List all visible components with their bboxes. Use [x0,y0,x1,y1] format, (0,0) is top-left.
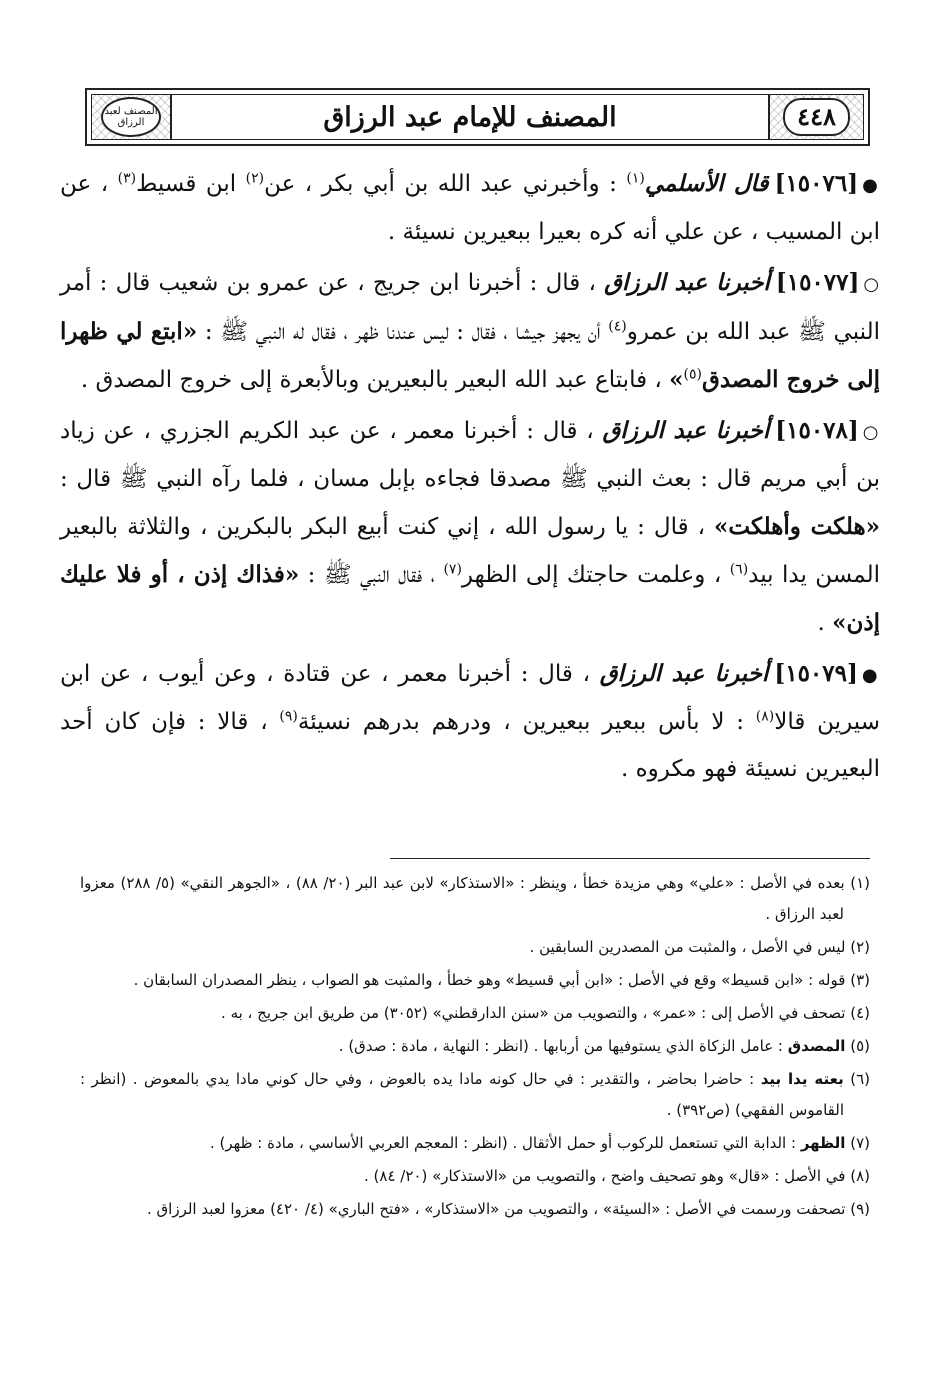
entry-text: ، قال : أخبرنا ابن جريج ، عن عمرو بن شعيب قال : أمر النبي ﷺ عبد الله بن عمرو [60,270,880,345]
hadith-entry-15078 [60,407,880,647]
publisher-seal-icon: المصنف لعبد الرزاق [101,97,161,137]
entry-text: . [817,610,833,636]
footnote-text: : حاضرا بحاضر ، والتقدير : في حال كونه مادا يده بالعوض ، وفي حال كوني مادا يدي بالمعوض . (انظر : القاموس الفقهي) (ص٣٩٢) . [80,1070,844,1119]
footnote-ref: (٢) [245,170,265,187]
entry-text: ، وعلمت حاجتك إلى الظهر [461,562,730,588]
entry-text: ، قال : يا رسول الله ، إني كنت أبيع البكر بالبكرين ، والثلاثة بالبعير المسن يدا بيد [60,514,881,588]
footnote-2 [80,932,870,963]
entry-reporter: أخبرنا عبد الرزاق [599,660,769,687]
entry-number: [١٥٠٧٦] [774,170,859,197]
page-number: ٤٤٨ [783,98,850,136]
footnote-text: : عامل الزكاة الذي يستوفيها من أربابها . (انظر : النهاية ، مادة : صدق) . [338,1037,788,1055]
header-ornament [92,95,172,139]
page-header [85,88,870,146]
entry-marker-filled-icon: ● [862,175,880,196]
footnote-ref: (٧) [443,561,462,578]
footnote-6 [80,1064,870,1126]
footnote-number: (٦) [850,1070,870,1088]
entry-text: ، قال : أخبرنا معمر ، عن عبد الكريم الجزري ، عن زياد بن أبي مريم قال : بعث النبي ﷺ مصدقا فجاءه بإبل مسان ، فلما رآه النبي ﷺ قال : [60,418,880,492]
footnote-ref: (١) [626,170,645,187]
entry-number: [١٥٠٧٩] [774,660,858,687]
footnote-ref: (٦) [729,561,749,578]
footnote-term: المصدق [787,1037,846,1055]
footnote-text: تصحفت ورسمت في الأصل : «السيئة» ، والتصويب من «الاستذكار» ، «فتح الباري» (٤/ ٤٢٠) معزوا لعبد الرزاق . [147,1200,846,1218]
header-frame [91,94,864,140]
footnote-text: تصحف في الأصل إلى : «عمر» ، والتصويب من «سنن الدارقطني» (٣٠٥٢) من طريق ابن جريج ، به . [221,1004,846,1022]
entry-text: ، عن ابن المسيب ، عن علي أنه كره بعيرا ببعيرين نسيئة . [60,171,880,245]
footnote-ref: (٩) [279,708,298,725]
footnote-text: قوله : «ابن قسيط» وقع في الأصل : «ابن أبي قسيط» وهو خطأ ، والمثبت هو الصواب ، ينظر المصدران السابقان . [133,971,846,989]
entry-marker-hollow-icon: ○ [862,422,880,443]
entry-reporter: أخبرنا عبد الرزاق [602,417,770,444]
footnote-number: (٤) [850,1004,870,1022]
entry-text: ، قال : أخبرنا معمر ، عن قتادة ، وعن أيوب ، عن ابن سيرين قالا [60,661,880,735]
footnote-number: (٥) [850,1037,870,1055]
hadith-entry-15077 [60,259,880,404]
footnote-number: (٨) [850,1167,870,1185]
entry-text: ، فابتاع عبد الله البعير بالبعيرين وبالأبعرة إلى خروج المصدق . [80,367,670,393]
footnote-ref: (٤) [608,318,627,335]
entry-marker-filled-icon: ● [861,665,880,686]
footnote-term: الظهر [800,1134,846,1152]
footnote-term: بعته يدا بيد [760,1070,844,1088]
prophetic-quote: «هلكت وأهلكت» [714,513,880,540]
footnote-4 [80,998,870,1029]
book-title: المصنف للإمام عبد الرزاق [323,101,617,133]
footnote-number: (٩) [850,1200,870,1218]
entry-number: [١٥٠٧٨] [775,417,859,444]
footnote-text: بعده في الأصل : «علي» وهي مزيدة خطأ ، وينظر : «الاستذكار» لابن عبد البر (٢٠/ ٨٨) ، «الجوهر النقي» (٥/ ٢٨٨) معزوا لعبد الرزاق . [80,874,845,923]
hadith-entry-15079 [60,650,880,793]
footnote-8 [80,1161,870,1192]
main-text [60,160,880,796]
entry-reporter: قال الأسلمي [644,170,769,197]
footnote-number: (٢) [850,938,870,956]
page-number-panel [768,95,863,139]
entry-text: أن يجهز جيشا ، فقال : ليس عندنا ظهر ، فقال له النبي ﷺ : [197,319,609,345]
footnote-3 [80,965,870,996]
entry-text: : وأخبرني عبد الله بن أبي بكر ، عن [264,171,627,197]
footnote-ref: (٣) [117,170,137,187]
quote-close: » [669,366,684,393]
footnote-text: : الدابة التي تستعمل للركوب أو حمل الأثقال . (انظر : المعجم العربي الأساسي ، مادة : ظهر) . [210,1134,801,1152]
footnote-ref: (٥) [683,366,702,383]
footnote-number: (٣) [850,971,870,989]
entry-marker-hollow-icon: ○ [863,274,881,295]
footnote-number: (١) [850,874,870,892]
footnote-9 [80,1194,870,1225]
entry-text: ، قالا : فإن كان أحد البعيرين نسيئة فهو مكروه . [60,709,880,782]
entry-text: ابن قسيط [136,171,246,197]
entry-reporter: أخبرنا عبد الرزاق [604,269,770,296]
hadith-entry-15076 [60,160,880,256]
footnote-text: ليس في الأصل ، والمثبت من المصدرين السابقين . [529,938,846,956]
entry-number: [١٥٠٧٧] [775,269,860,296]
footnote-number: (٧) [850,1134,870,1152]
footnote-7 [80,1128,870,1159]
footnotes [80,868,870,1227]
footnote-ref: (٨) [755,708,775,725]
footnote-text: في الأصل : «قال» وهو تصحيف واضح ، والتصويب من «الاستذكار» (٢٠/ ٨٤) . [364,1167,846,1185]
prophetic-quote: «ابتع لي ظهرا إلى خروج المصدق [60,318,880,393]
footnote-divider [390,858,870,859]
prophetic-quote: «فذاك إذن ، أو فلا عليك إذن» [60,561,880,636]
entry-text: ، فقال النبي ﷺ : [299,562,444,588]
footnote-5 [80,1031,870,1062]
entry-text: : لا بأس ببعير ببعيرين ، ودرهم بدرهم نسيئة [297,709,756,735]
footnote-1 [80,868,870,930]
